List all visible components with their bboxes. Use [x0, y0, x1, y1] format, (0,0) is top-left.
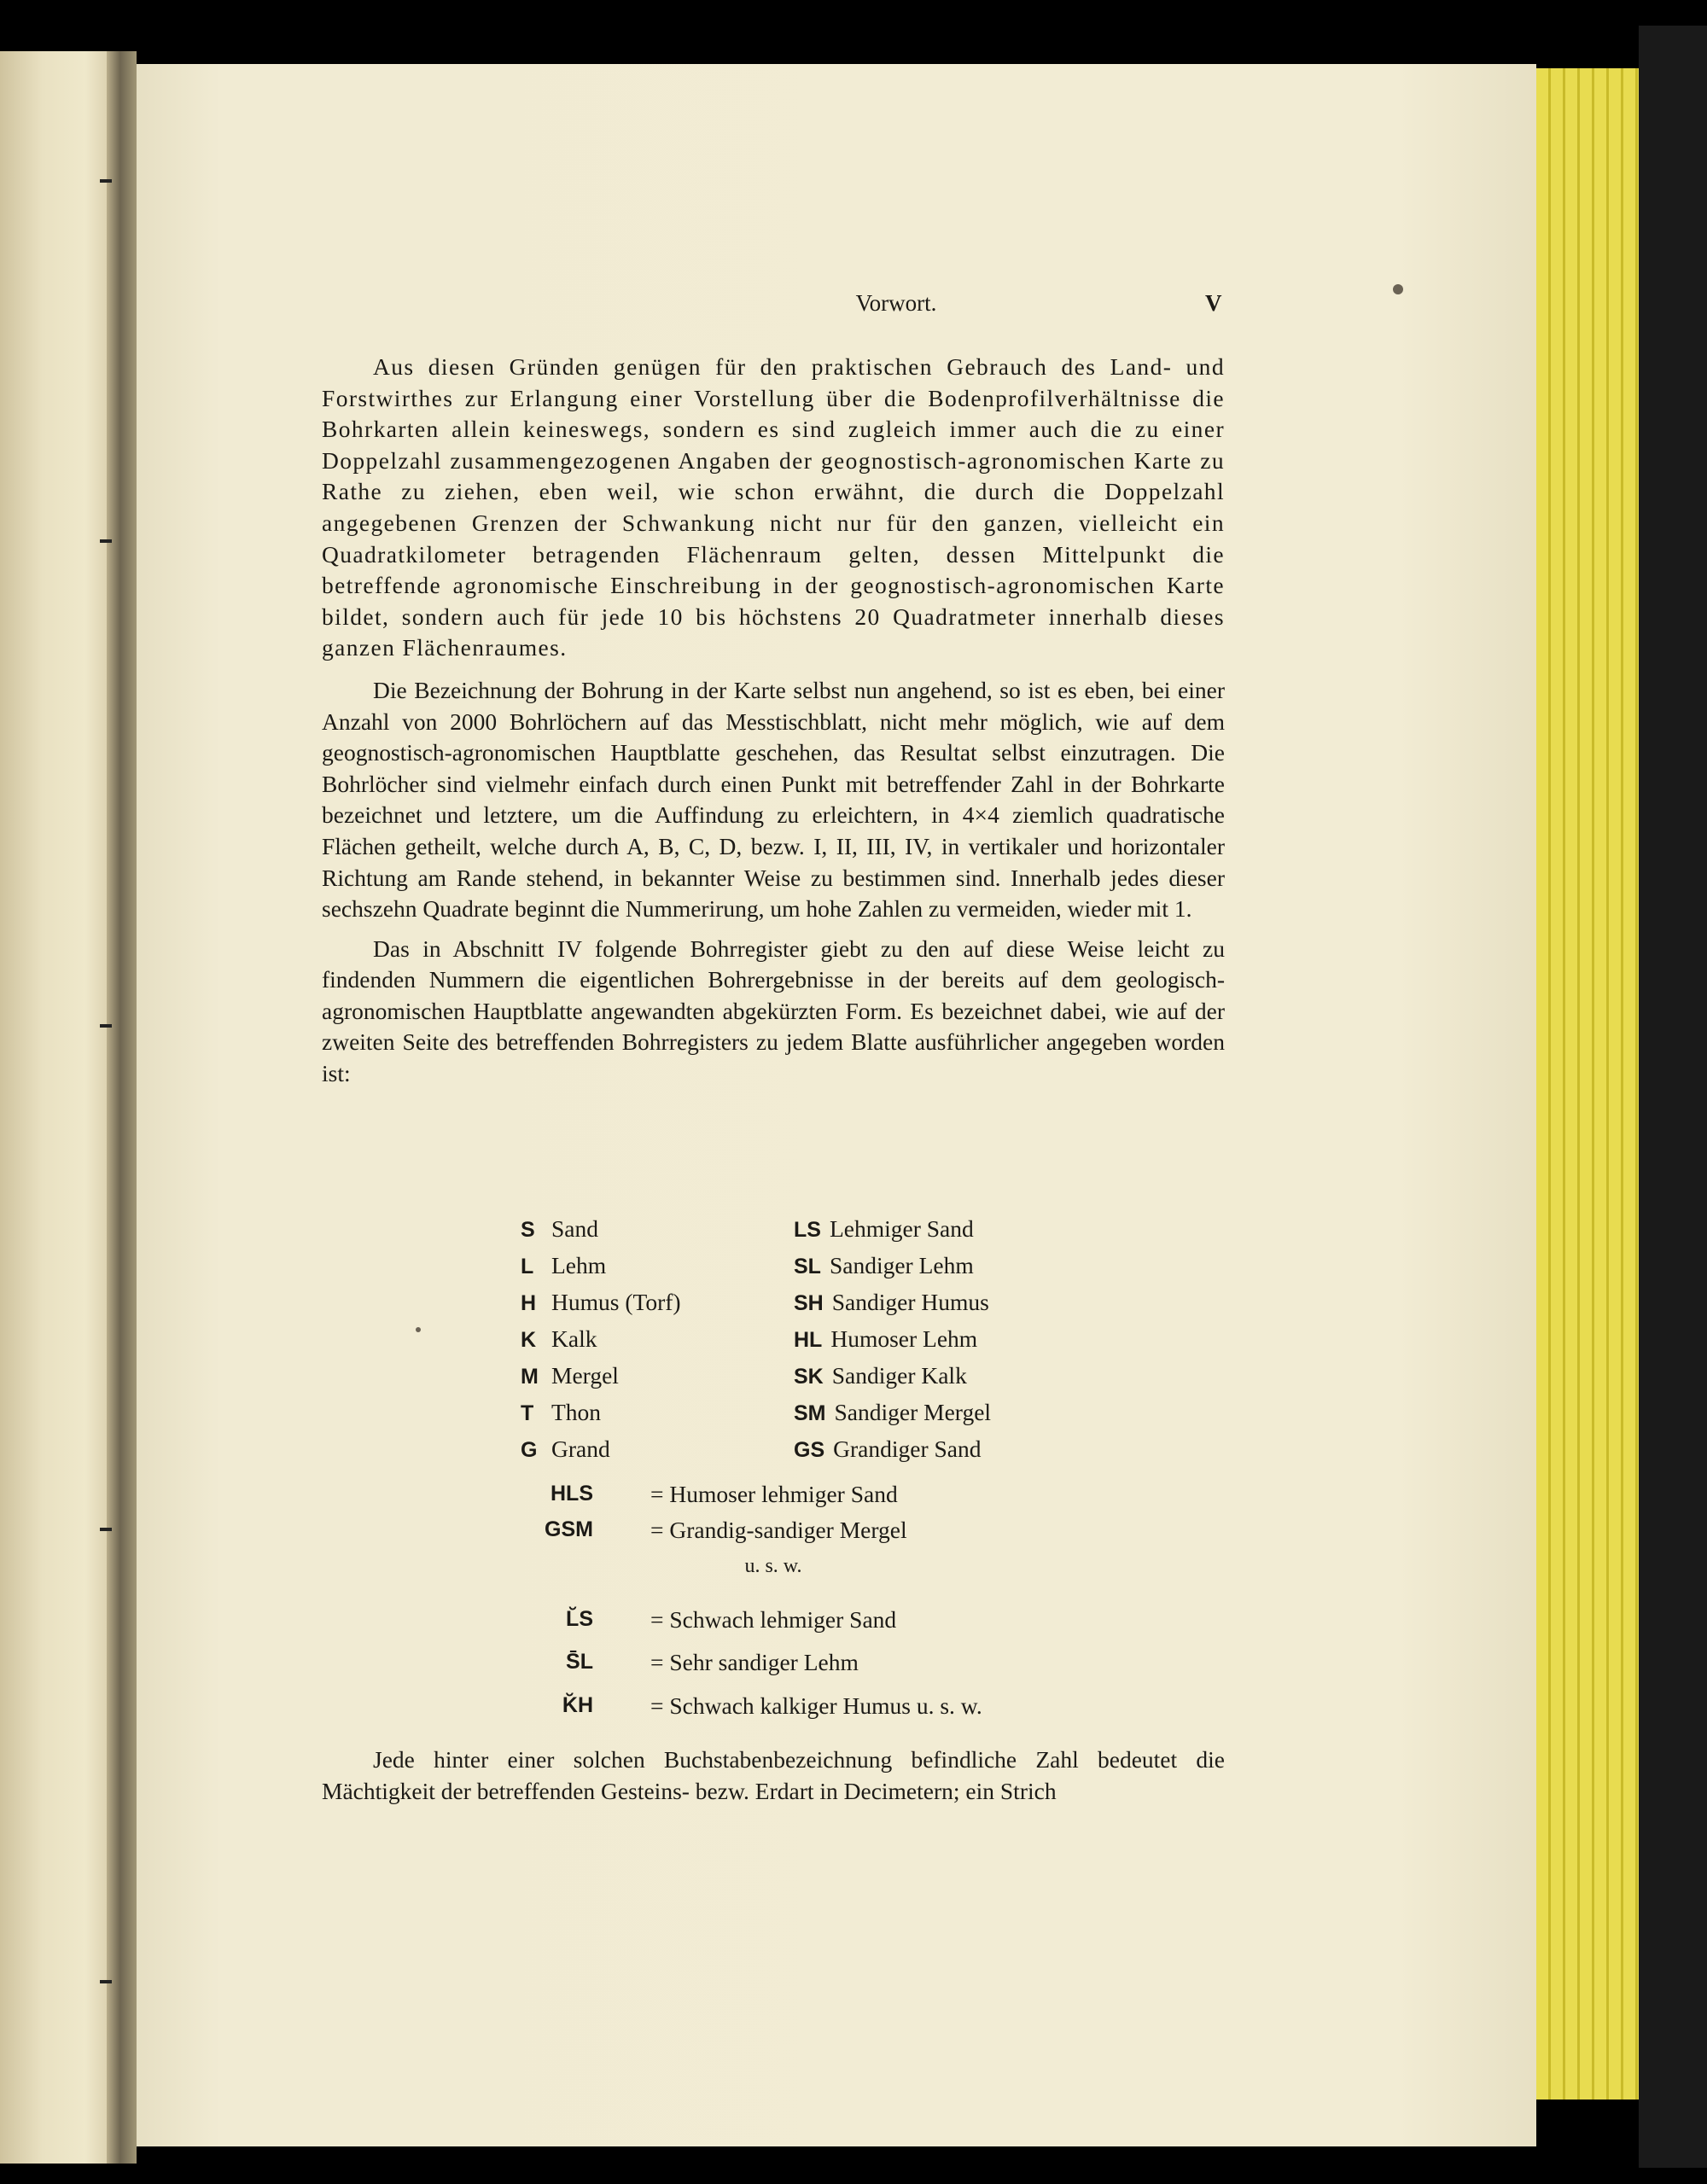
- modifier-text: = Schwach kalkiger Humus u. s. w.: [650, 1692, 982, 1719]
- legend-combo: [322, 1511, 1225, 1548]
- legend-abbr: GS: [794, 1438, 825, 1462]
- book-gutter: [107, 51, 137, 2164]
- legend-abbr: M: [521, 1365, 539, 1389]
- legend-abbr: SM: [794, 1401, 826, 1425]
- page-edges: [1536, 68, 1639, 2100]
- modifier-abbr: K̆H: [562, 1693, 593, 1717]
- body-text: [322, 352, 1225, 1090]
- legend-abbr: SL: [794, 1255, 821, 1278]
- legend-abbr: K: [521, 1328, 537, 1352]
- legend-item: [794, 1284, 991, 1320]
- legend-text: Grandiger Sand: [833, 1436, 982, 1462]
- legend-text: Humus (Torf): [551, 1289, 681, 1315]
- legend-text: Humoser Lehm: [830, 1325, 978, 1352]
- paragraph: Aus diesen Gründen genügen für den praktischen Gebrauch des Land- und Forstwirthes zur Erlangung einer Vorstellung über die Bodenprofilverhältnisse die Bohrkarten allein keineswegs, sondern es sind zugleich immer auch die zu einer Doppelzahl zusammengezogenen Angaben der geognostisch-agronomischen Karte zu Rathe zu ziehen, eben weil, wie schon erwähnt, die durch die Doppelzahl angegebenen Grenzen der Schwankung nicht nur für den ganzen, vielleicht ein Quadratkilometer betragenden Flächenraum gelten, dessen Mittelpunkt die betreffende agronomische Einschreibung in der geognostisch-agronomischen Karte bildet, sondern auch für jede 10 bis höchstens 20 Quadratmeter innerhalb dieses ganzen Flächenraumes.: [322, 353, 1225, 661]
- legend-combo: [322, 1476, 1225, 1512]
- legend-text: Kalk: [551, 1325, 597, 1352]
- legend-item: [521, 1247, 681, 1284]
- legend-abbr: SH: [794, 1291, 824, 1315]
- legend-abbr: HL: [794, 1328, 823, 1352]
- legend-text: Grand: [551, 1436, 610, 1462]
- modifier-abbr: S̄L: [566, 1650, 593, 1674]
- legend-text: Sandiger Lehm: [829, 1252, 974, 1278]
- legend-text: Sandiger Humus: [831, 1289, 989, 1315]
- binding-stitch: [100, 1528, 112, 1531]
- legend-item: [794, 1394, 991, 1430]
- modifier-text: = Sehr sandiger Lehm: [650, 1649, 859, 1675]
- legend-abbr: SK: [794, 1365, 824, 1389]
- legend-item: [794, 1247, 991, 1284]
- facing-page: [0, 51, 107, 2164]
- legend-modifier: [322, 1601, 1225, 1638]
- legend-basic-column: [521, 1210, 681, 1467]
- legend-abbr: T: [521, 1401, 534, 1425]
- legend-abbr: G: [521, 1438, 538, 1462]
- legend-text: Thon: [551, 1399, 602, 1425]
- legend-modifier: [322, 1687, 1225, 1724]
- modifier-abbr: L̆S: [566, 1607, 593, 1631]
- legend-modifier: [322, 1644, 1225, 1680]
- legend-text: Lehm: [551, 1252, 607, 1278]
- book-cover: [1639, 26, 1707, 2168]
- closing-text: [322, 1744, 1225, 1807]
- paragraph: Die Bezeichnung der Bohrung in der Karte selbst nun angehend, so ist es eben, bei einer Anzahl von 2000 Bohrlöchern auf das Messtischblatt, nicht mehr möglich, wie auf dem geognostisch-agronomischen Hauptblatte geschehen, das Resultat selbst einzutragen. Die Bohrlöcher sind vielmehr einfach durch einen Punkt mit betreffender Zahl in der Bohrkarte bezeichnet und letztere, um die Auffindung zu erleichtern, in 4×4 ziemlich quadratische Flächen getheilt, welche durch A, B, C, D, bezw. I, II, III, IV, in vertikaler und horizontaler Richtung am Rande stehend, in bekannter Weise zu bestimmen sind. Innerhalb jedes dieser sechszehn Quadrate beginnt die Nummerirung, um hohe Zahlen zu vermeiden, wieder mit 1.: [322, 676, 1225, 923]
- legend-abbr: S: [521, 1218, 535, 1242]
- paragraph: Jede hinter einer solchen Buchstabenbezeichnung befindliche Zahl bedeutet die Mächtigkeit der betreffenden Gesteins- bezw. Erdart in Decimetern; ein Strich: [322, 1746, 1225, 1804]
- binding-stitch: [100, 179, 112, 183]
- legend-text: Sandiger Mergel: [834, 1399, 992, 1425]
- legend-text: Sandiger Kalk: [831, 1362, 967, 1389]
- legend-item: [521, 1284, 681, 1320]
- paragraph: Das in Abschnitt IV folgende Bohrregister giebt zu den auf diese Weise leicht zu findenden Nummern die eigentlichen Bohrergebnisse in der bereits auf dem geologisch-agronomischen Hauptblatte angewandten abgekürzten Form. Es bezeichnet dabei, wie auf der zweiten Seite des betreffenden Bohrregisters zu jedem Blatte ausführlicher angegeben worden ist:: [322, 935, 1225, 1087]
- legend-item: [521, 1357, 681, 1394]
- legend-item: [521, 1320, 681, 1357]
- combo-text: = Grandig-sandiger Mergel: [650, 1517, 907, 1543]
- legend-item: [794, 1210, 991, 1247]
- running-head: Vorwort.: [855, 290, 937, 316]
- legend-item: [794, 1430, 991, 1467]
- legend-item: [521, 1394, 681, 1430]
- etc-label: u. s. w.: [744, 1555, 802, 1577]
- binding-stitch: [100, 1024, 112, 1028]
- binding-stitch: [100, 539, 112, 543]
- soil-legend: [322, 1210, 1225, 1719]
- legend-abbr: L: [521, 1255, 534, 1278]
- legend-compound-column: [794, 1210, 991, 1467]
- legend-item: [521, 1210, 681, 1247]
- legend-item: [521, 1430, 681, 1467]
- modifier-text: = Schwach lehmiger Sand: [650, 1606, 897, 1633]
- combo-text: = Humoser lehmiger Sand: [650, 1481, 898, 1507]
- page-number: V: [1205, 290, 1222, 316]
- binding-stitch: [100, 1980, 112, 1983]
- combo-abbr: HLS: [551, 1482, 593, 1506]
- legend-text: Mergel: [551, 1362, 619, 1389]
- page-header: [137, 290, 1536, 324]
- legend-text: Lehmiger Sand: [829, 1215, 974, 1242]
- legend-item: [794, 1320, 991, 1357]
- legend-item: [794, 1357, 991, 1394]
- legend-text: Sand: [551, 1215, 598, 1242]
- legend-abbr: LS: [794, 1218, 821, 1242]
- legend-abbr: H: [521, 1291, 537, 1315]
- combo-abbr: GSM: [545, 1517, 593, 1541]
